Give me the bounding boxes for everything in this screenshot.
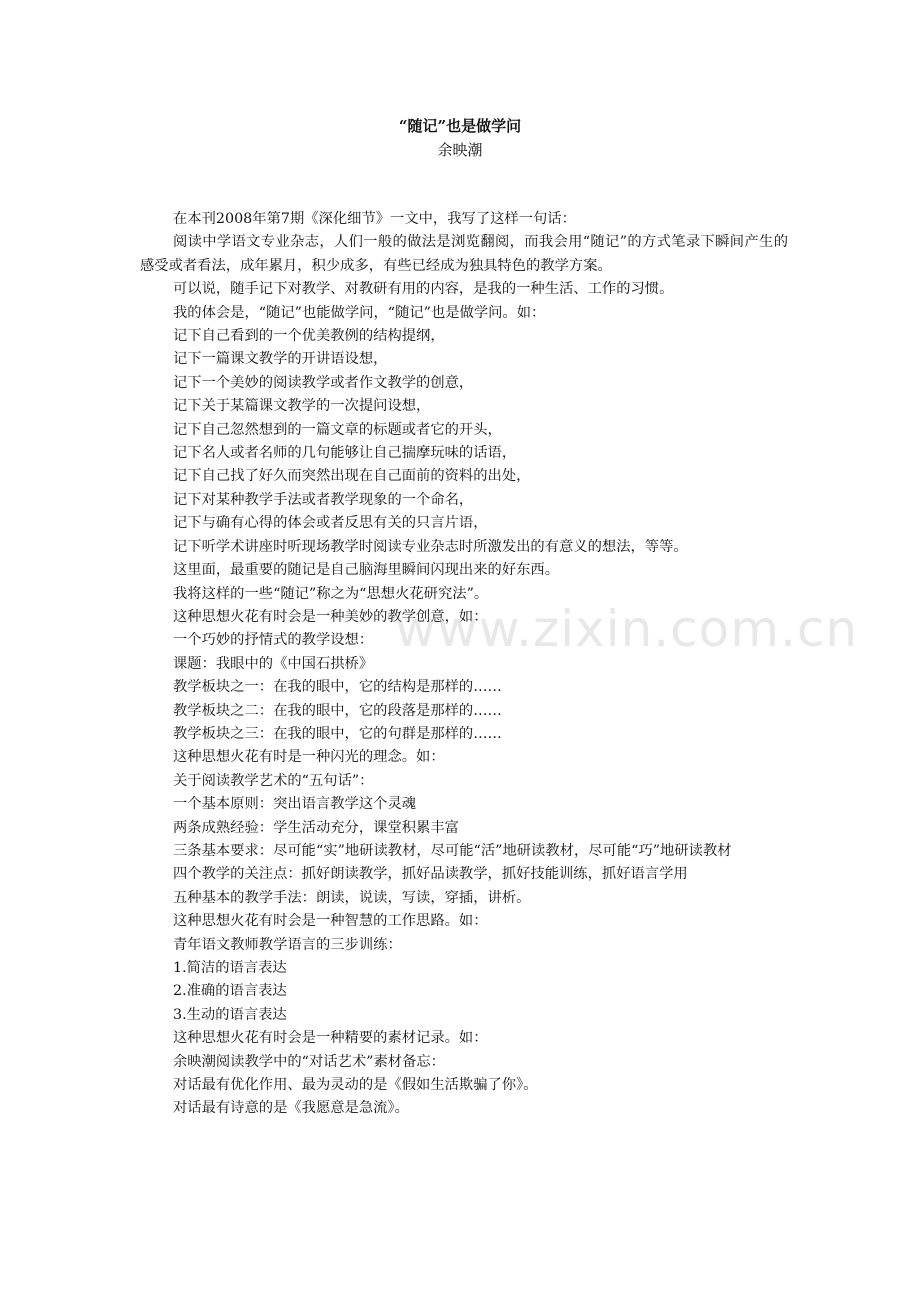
paragraph: 记下一个美妙的阅读教学或者作文教学的创意， [173,374,474,391]
paragraph: 青年语文教师教学语言的三步训练： [173,936,402,953]
paragraph: 我的体会是，“随记”也能做学问，“随记”也是做学问。如： [173,304,546,321]
paragraph: 四个教学的关注点：抓好朗读教学，抓好品读教学，抓好技能训练，抓好语言学用 [173,866,688,883]
paragraph: 余映潮阅读教学中的“对话艺术”素材备忘： [173,1053,445,1070]
paragraph: 记下自己看到的一个优美教例的结构提纲， [173,328,445,345]
document-author: 余映潮 [437,141,483,159]
paragraph: 教学板块之二：在我的眼中，它的段落是那样的…… [173,702,502,719]
paragraph: 教学板块之一：在我的眼中，它的结构是那样的…… [173,679,502,696]
paragraph: 一个基本原则：突出语言教学这个灵魂 [173,796,417,813]
watermark: www.zixin.com.cn [395,600,859,658]
paragraph: 教学板块之三：在我的眼中，它的句群是那样的…… [173,725,502,742]
paragraph: 我将这样的一些“随记”称之为“思想火花研究法”。 [173,585,489,602]
paragraph: 对话最有优化作用、最为灵动的是《假如生活欺骗了你》。 [173,1077,538,1094]
paragraph: 记下名人或者名师的几句能够让自己揣摩玩味的话语， [173,445,517,462]
paragraph: 关于阅读教学艺术的“五句话”： [173,772,374,789]
paragraph: 记下对某种教学手法或者教学现象的一个命名， [173,491,474,508]
paragraph: 五种基本的教学手法：朗读，说读，写读，穿插，讲析。 [173,889,531,906]
paragraph: 这种思想火花有时会是一种智慧的工作思路。如： [173,913,488,930]
paragraph: 一个巧妙的抒情式的教学设想： [173,632,374,649]
paragraph: 这种思想火花有时会是一种精要的素材记录。如： [173,1030,488,1047]
paragraph: 3.生动的语言表达 [173,1006,287,1023]
paragraph: 可以说，随手记下对教学、对教研有用的内容，是我的一种生活、工作的习惯。 [173,281,674,298]
paragraph: 记下自己找了好久而突然出现在自己面前的资料的出处， [173,468,531,485]
paragraph: 记下自己忽然想到的一篇文章的标题或者它的开头， [173,421,502,438]
paragraph: 这种思想火花有时是一种闪光的理念。如： [173,749,445,766]
paragraph: 在本刊2008年第7期《深化细节》一文中，我写了这样一句话： [173,211,576,227]
paragraph: 记下关于某篇课文教学的一次提问设想， [173,398,431,415]
paragraph: 这种思想火花有时会是一种美妙的教学创意，如： [173,608,488,625]
paragraph: 阅读中学语文专业杂志，人们一般的做法是浏览翻阅，而我会用“随记”的方式笔录下瞬间产生的感受或者看法，成年累月，积少成多，有些已经成为独具特色的教学方案。 [140,234,788,274]
document-body [140,208,788,1121]
paragraph: 这里面，最重要的随记是自己脑海里瞬间闪现出来的好东西。 [173,562,560,579]
paragraph: 课题：我眼中的《中国石拱桥》 [173,655,374,672]
paragraph: 记下听学术讲座时听现场教学时阅读专业杂志时所激发出的有意义的想法，等等。 [173,538,688,555]
paragraph: 记下与确有心得的体会或者反思有关的只言片语， [173,515,488,532]
paragraph: 对话最有诗意的是《我愿意是急流》。 [173,1100,409,1117]
paragraph: 三条基本要求：尽可能“实”地研读教材，尽可能“活”地研读教材，尽可能“巧”地研读教材 [173,842,732,859]
paragraph: 1.简洁的语言表达 [173,960,287,976]
paragraph: 记下一篇课文教学的开讲语设想， [173,351,388,368]
paragraph: 2.准确的语言表达 [173,983,287,1000]
paragraph: 两条成熟经验：学生活动充分，课堂积累丰富 [173,819,459,836]
document-title: “随记”也是做学问 [398,117,522,135]
